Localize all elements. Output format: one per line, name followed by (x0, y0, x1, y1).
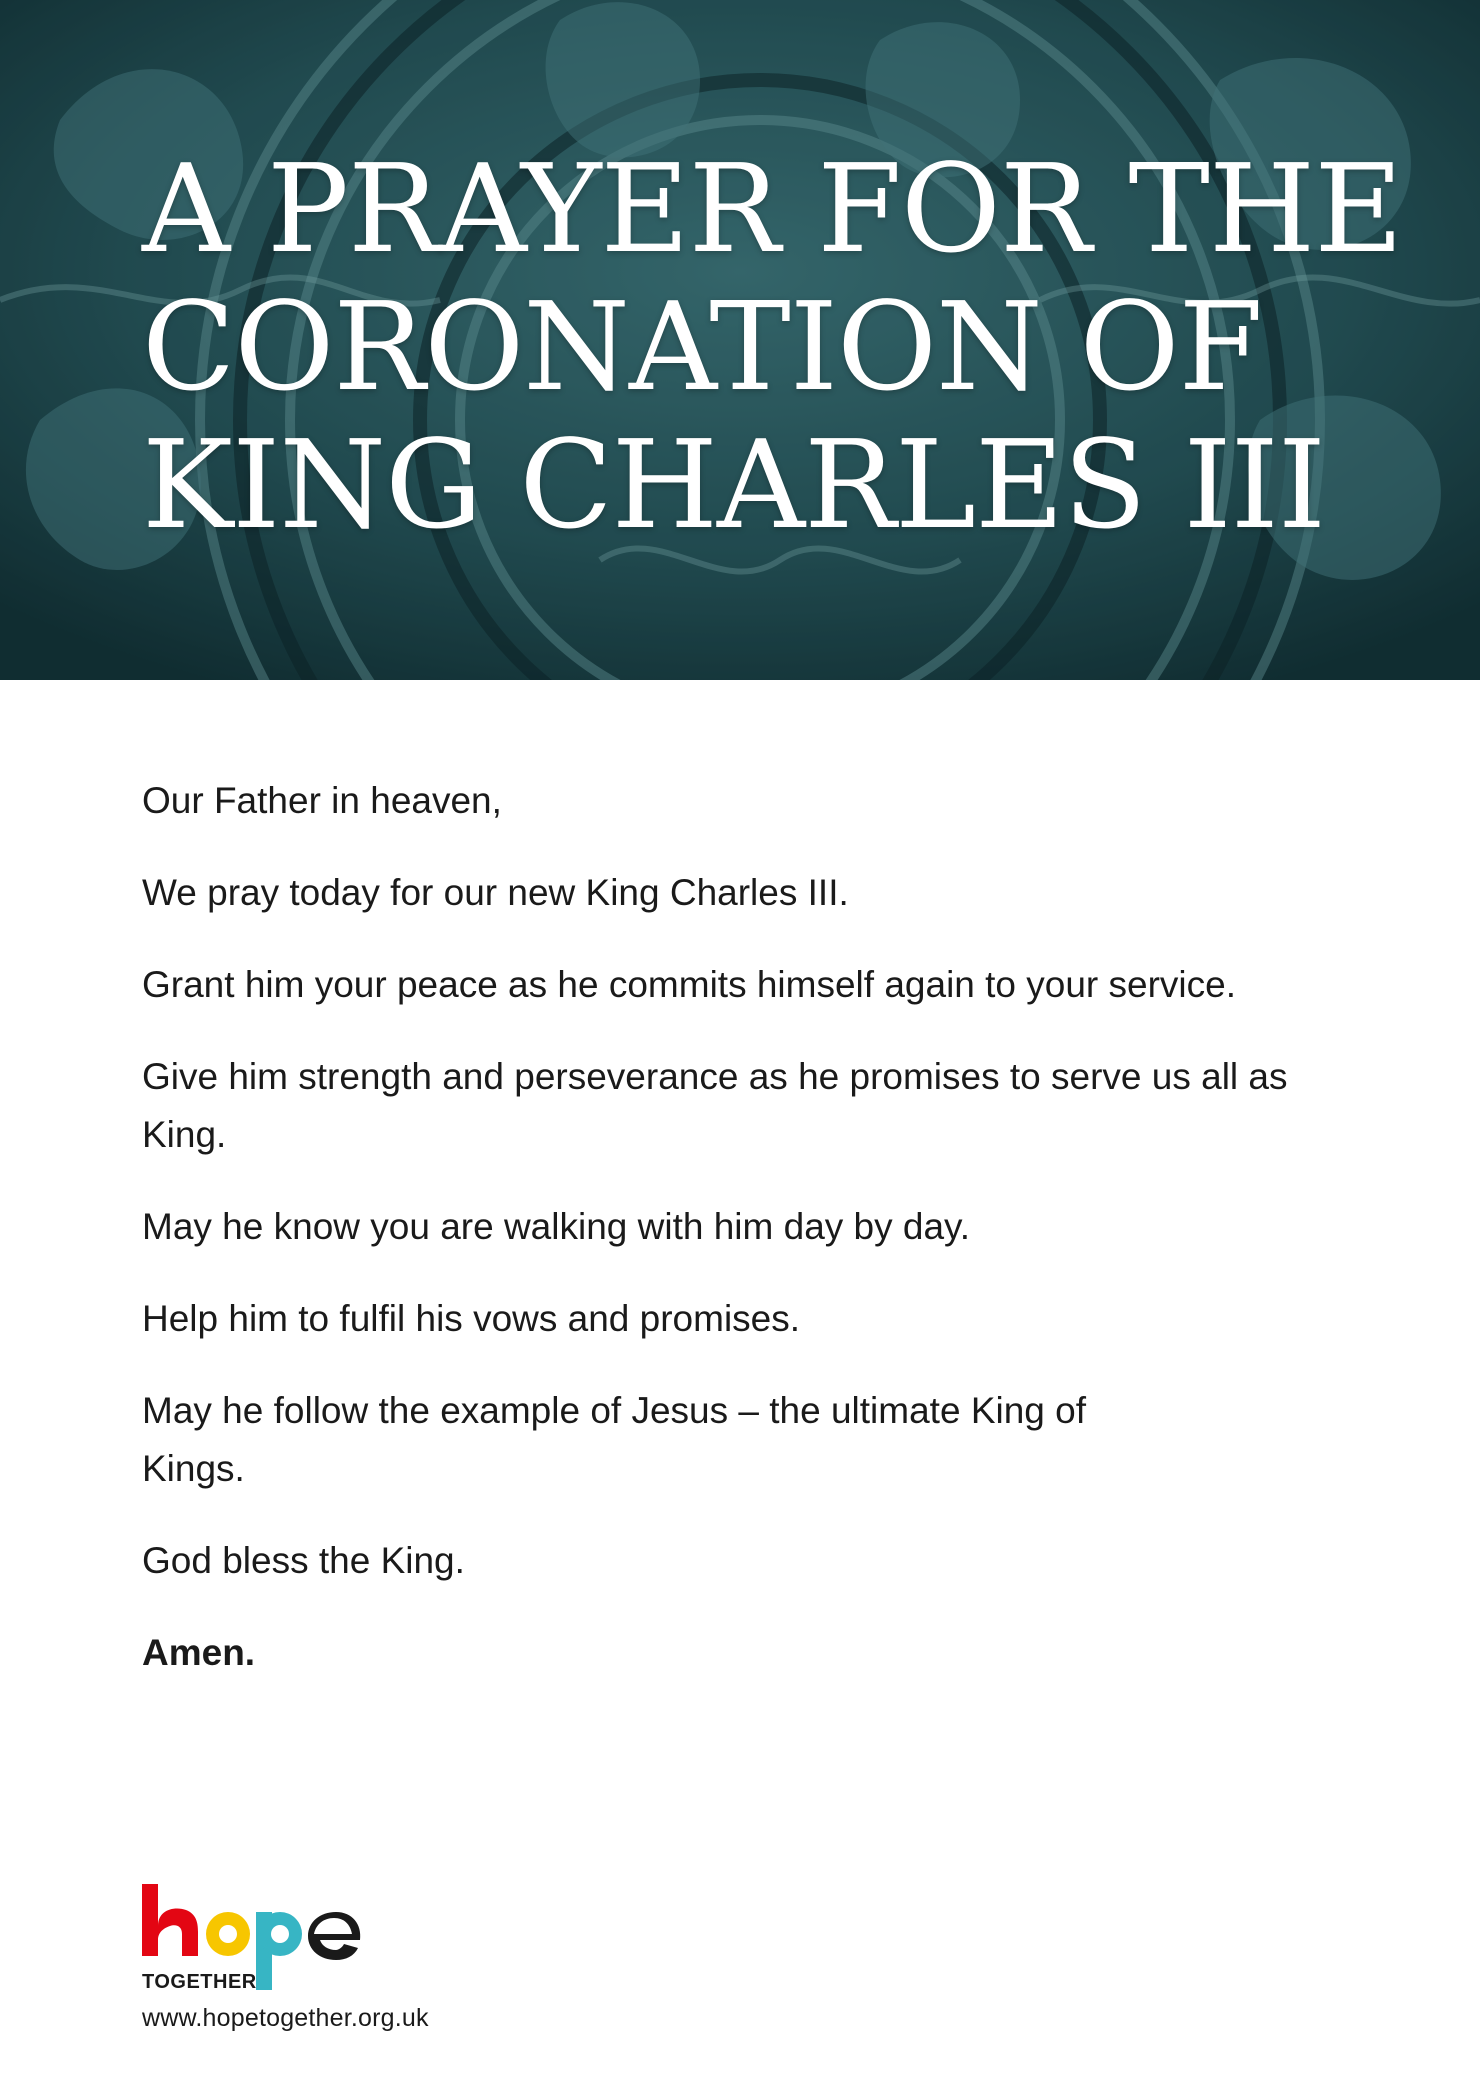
prayer-line: We pray today for our new King Charles III. (142, 872, 849, 913)
logo-subtext: TOGETHER (142, 1971, 257, 1993)
prayer-line: God bless the King. (142, 1540, 465, 1581)
prayer-line: Our Father in heaven, (142, 780, 502, 821)
prayer-line: Grant him your peace as he commits himself again to your service. (142, 964, 1237, 1005)
title-line: KING CHARLES III (142, 414, 1326, 556)
hope-together-logo (140, 1880, 380, 2000)
prayer-text (142, 772, 1362, 1716)
title-line: A PRAYER FOR THE (142, 138, 1403, 280)
prayer-line: Help him to fulfil his vows and promises. (142, 1298, 801, 1339)
prayer-line: May he follow the example of Jesus – the ultimate King of Kings. (142, 1390, 1087, 1489)
prayer-closing: Amen. (142, 1632, 256, 1673)
prayer-line: Give him strength and perseverance as he promises to serve us all as King. (142, 1056, 1288, 1155)
header-banner (0, 0, 1480, 680)
hope-together-logo-image (140, 1880, 380, 2000)
website-url: www.hopetogether.org.uk (142, 2004, 429, 2032)
page-title (142, 140, 1442, 554)
title-line: CORONATION OF (142, 276, 1263, 418)
prayer-line: May he know you are walking with him day by day. (142, 1206, 971, 1247)
